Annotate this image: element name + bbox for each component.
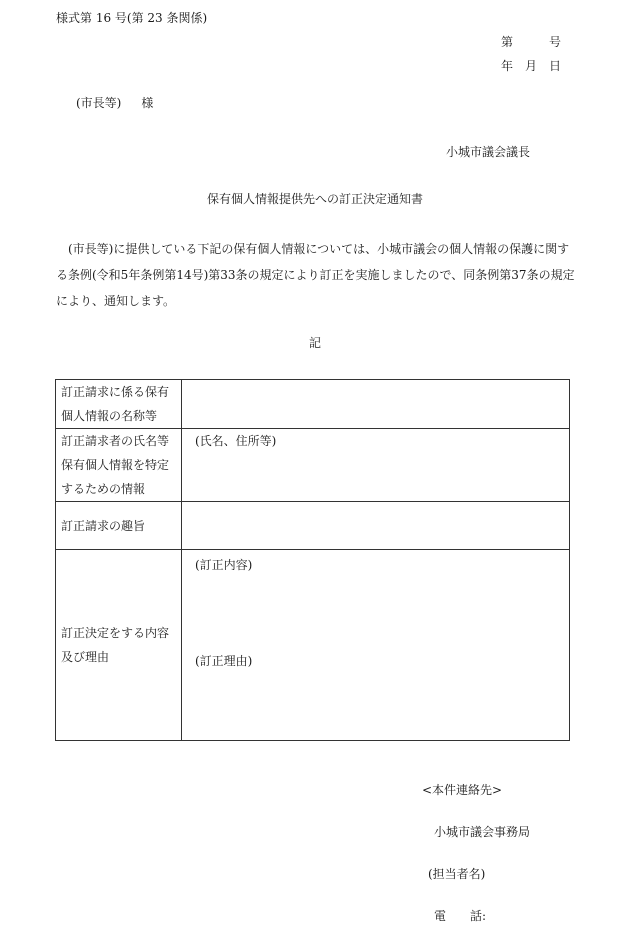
row-label-decision [56,550,182,741]
row-value-purpose[interactable] [182,502,570,550]
row3-label: 訂正請求の趣旨 [61,519,146,533]
date-month: 月 [525,59,538,73]
row2-label-line2: 保有個人情報を特定 [61,458,170,472]
row2-label-line1: 訂正請求者の氏名等 [61,434,170,448]
body-paragraph: (市長等)に提供している下記の保有個人情報については、小城市議会の個人情報の保護に関する条例(令和5年条例第14号)第33条の規定により訂正を実施しましたので、同条例第37条の規定により、通知します。 [56,242,575,308]
row-value-record-name[interactable] [182,380,570,429]
addressee [76,97,153,109]
doc-no-label-dai: 第 [501,35,514,49]
row2-label-line3: するための情報 [61,482,146,496]
table-row [56,550,570,741]
table-row [56,429,570,502]
contact-person: (担当者名) [428,867,486,881]
row4-label-line2: 及び理由 [61,650,110,664]
date-year: 年 [501,59,514,73]
contact-block [422,755,530,937]
row1-label-line2: 個人情報の名称等 [61,409,158,423]
contact-phone: 電 話: [434,909,487,923]
doc-no-label-go: 号 [549,35,562,49]
sender-name: 小城市議会議長 [446,145,531,159]
row-label-requester [56,429,182,502]
row-value-requester[interactable] [182,429,570,502]
row-value-decision[interactable] [182,550,570,741]
addressee-honorific: 様 [141,96,154,110]
contact-office: 小城市議会事務局 [434,825,531,839]
row-label-record-name [56,380,182,429]
row1-label-line1: 訂正請求に係る保有 [61,385,170,399]
document-title: 保有個人情報提供先への訂正決定通知書 [206,192,423,206]
table-row [56,380,570,429]
correction-content-label: (訂正内容) [195,558,253,572]
date-line [501,60,561,72]
correction-reason-label: (訂正理由) [195,654,253,668]
form-number: 様式第 16 号(第 23 条関係) [56,11,208,25]
addressee-name: (市長等) [76,96,122,110]
contact-heading: <本件連絡先> [422,783,503,797]
row-label-purpose [56,502,182,550]
detail-table [55,379,570,741]
ki-heading: 記 [308,336,321,350]
requester-placeholder: (氏名、住所等) [195,434,277,448]
row4-label-line1: 訂正決定をする内容 [61,626,170,640]
document-number-line [501,36,561,48]
date-day: 日 [549,59,562,73]
table-row [56,502,570,550]
